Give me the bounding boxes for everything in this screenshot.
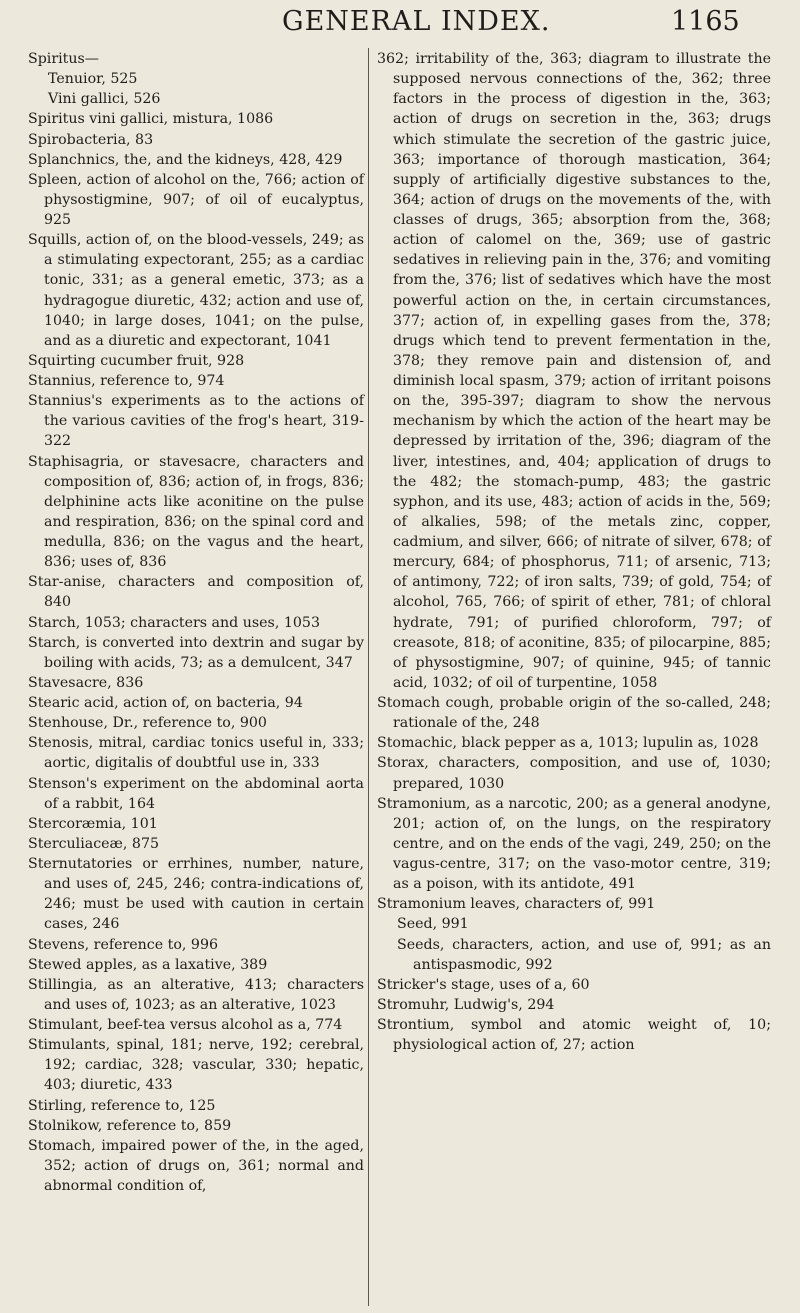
- index-entry: Seed, 991: [397, 916, 469, 933]
- index-entry: Stromuhr, Ludwig's, 294: [377, 996, 555, 1013]
- index-entry: Stramonium leaves, characters of, 991: [377, 896, 656, 913]
- index-entry: Stearic acid, action of, on bacteria, 94: [28, 695, 303, 711]
- index-entry: Stricker's stage, uses of a, 60: [377, 976, 590, 993]
- index-entry: Stirling, reference to, 125: [28, 1097, 216, 1114]
- left-column: [28, 49, 364, 1196]
- index-entry: Stramonium, as a narcotic, 200; as a general anodyne, 201; action of, on the lungs, on the respiratory centre, and on the ends of the vagi, 249, 250; on the vagus-centre, 317; on the vaso-motor centre, 319; as a poison, with its antidote, 491: [377, 795, 771, 893]
- index-entry: Stercoræmia, 101: [28, 815, 158, 832]
- index-entry: Seeds, characters, action, and use of, 991; as an antispasmodic, 992: [397, 936, 771, 973]
- index-entry: Spiritus—: [28, 51, 99, 67]
- index-entry: Stomachic, black pepper as a, 1013; lupulin as, 1028: [377, 735, 759, 752]
- index-entry: Staphisagria, or stavesacre, characters and composition of, 836; action of, in frogs, 836; delphinine acts like aconitine on the pulse and respiration, 836; on the spinal cord and medulla, 836; on the vagus and the heart, 836; uses of, 836: [28, 453, 364, 571]
- column-divider: [368, 48, 369, 1306]
- index-entry: Sterculiaceæ, 875: [28, 835, 159, 852]
- index-entry: Vini gallici, 526: [48, 91, 161, 108]
- index-entry: Stewed apples, as a laxative, 389: [28, 956, 268, 973]
- index-entry: Stillingia, as an alterative, 413; characters and uses of, 1023; as an alterative, 1023: [28, 976, 364, 1013]
- index-entry: Storax, characters, composition, and use of, 1030; prepared, 1030: [377, 755, 771, 792]
- index-entry: Stomach cough, probable origin of the so-called, 248; rationale of the, 248: [377, 695, 771, 732]
- index-entry: Tenuior, 525: [48, 71, 138, 88]
- page-header: [0, 6, 800, 42]
- page-number: 1165: [671, 6, 740, 37]
- index-entry: Starch, is converted into dextrin and sugar by boiling with acids, 73; as a demulcent, 347: [28, 634, 364, 671]
- index-entry: Stimulant, beef-tea versus alcohol as a, 774: [28, 1017, 343, 1033]
- index-entry: Spirobacteria, 83: [28, 131, 154, 148]
- index-entry: Starch, 1053; characters and uses, 1053: [28, 614, 320, 631]
- index-entry: Stomach, impaired power of the, in the aged, 352; action of drugs on, 361; normal and abnormal condition of,: [28, 1137, 364, 1194]
- index-entry: Spiritus vini gallici, mistura, 1086: [28, 111, 274, 128]
- index-entry: Stannius's experiments as to the actions of the various cavities of the frog's heart, 319-322: [28, 393, 364, 450]
- index-entry: Stenosis, mitral, cardiac tonics useful in, 333; aortic, digitalis of doubtful use in, 333: [28, 735, 364, 772]
- running-title: GENERAL INDEX.: [282, 6, 551, 37]
- index-entry: Sternutatories or errhines, number, nature, and uses of, 245, 246; contra-indications of, 246; must be used with caution in certain cases, 246: [28, 856, 364, 933]
- index-entry: Stimulants, spinal, 181; nerve, 192; cerebral, 192; cardiac, 328; vascular, 330; hepatic, 403; diuretic, 433: [28, 1037, 364, 1094]
- right-column: [377, 49, 771, 1055]
- index-entry: Stenhouse, Dr., reference to, 900: [28, 715, 267, 732]
- index-entry: Stavesacre, 836: [28, 674, 144, 691]
- index-entry: Squirting cucumber fruit, 928: [28, 352, 245, 369]
- index-entry: Stolnikow, reference to, 859: [28, 1117, 232, 1134]
- index-entry: 362; irritability of the, 363; diagram to illustrate the supposed nervous connections of the, 362; three factors in the process of digestion in the, 363; action of drugs on secretion in the, 363; drugs which stimulate the secretion of the gastric juice, 363; importance of thorough mastication, 364; supply of artificially digestive substances to the, 364; action of drugs on the movements of the, with classes of drugs, 365; absorption from the, 368; action of calomel on the, 369; use of gastric sedatives in relieving pain in the, 376; and vomiting from the, 376; list of sedatives which have the most powerful action on the, in certain circumstances, 377; action of, in expelling gases from the, 378; drugs which tend to prevent fermentation in the, 378; they remove pain and distension of, and diminish local spasm, 379; action of irritant poisons on the, 395-397; diagram to show the nervous mechanism by which the action of the heart may be depressed by irritation of the, 396; diagram of the liver, intestines, and, 404; application of drugs to the 482; the stomach-pump, 483; the gastric syphon, and its use, 483; action of acids in the, 569; of alkalies, 598; of the metals zinc, copper, cadmium, and silver, 666; of nitrate of silver, 678; of mercury, 684; of phosphorus, 711; of arsenic, 713; of antimony, 722; of iron salts, 739; of gold, 754; of alcohol, 765, 766; of spirit of ether, 781; of chloral hydrate, 791; of purified chloroform, 797; of creasote, 818; of aconitine, 835; of pilocarpine, 885; of physostigmine, 907; of quinine, 945; of tannic acid, 1032; of oil of turpentine, 1058: [377, 51, 771, 691]
- index-entry: Splanchnics, the, and the kidneys, 428, 429: [28, 151, 343, 168]
- index-entry: Squills, action of, on the blood-vessels, 249; as a stimulating expectorant, 255; as a cardiac tonic, 331; as a general emetic, 373; as a hydragogue diuretic, 432; action and use of, 1040; in large doses, 1041; on the pulse, and as a diuretic and expectorant, 1041: [28, 232, 364, 349]
- index-entry: Stannius, reference to, 974: [28, 373, 225, 389]
- index-entry: Strontium, symbol and atomic weight of, 10; physiological action of, 27; action: [377, 1017, 771, 1054]
- index-entry: Stenson's experiment on the abdominal aorta of a rabbit, 164: [28, 775, 364, 812]
- index-entry: Stevens, reference to, 996: [28, 936, 219, 953]
- index-entry: Star-anise, characters and composition of, 840: [28, 574, 364, 611]
- index-entry: Spleen, action of alcohol on the, 766; action of physostigmine, 907; of oil of eucalyptus, 925: [28, 171, 364, 228]
